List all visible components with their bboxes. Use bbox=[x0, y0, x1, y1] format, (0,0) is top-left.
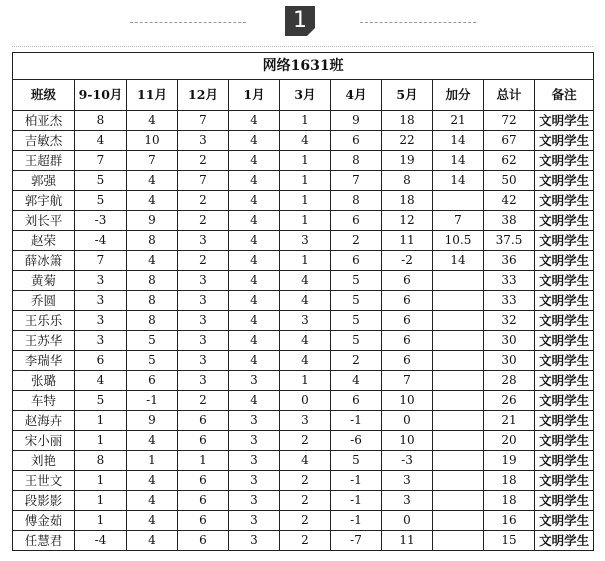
table-row bbox=[13, 311, 594, 331]
score-cell: 4 bbox=[229, 211, 280, 231]
bonus-cell bbox=[433, 331, 484, 351]
score-cell: 6 bbox=[178, 411, 229, 431]
remark-cell: 文明学生 bbox=[535, 411, 594, 431]
score-cell: 4 bbox=[229, 291, 280, 311]
remark-cell: 文明学生 bbox=[535, 211, 594, 231]
score-sheet bbox=[12, 52, 593, 551]
header-right-dashed-rule bbox=[360, 22, 476, 23]
bonus-cell bbox=[433, 391, 484, 411]
score-cell: 1 bbox=[178, 451, 229, 471]
remark-cell: 文明学生 bbox=[535, 331, 594, 351]
score-cell: 3 bbox=[229, 411, 280, 431]
header-left-dashed-rule bbox=[130, 22, 246, 23]
score-cell: 4 bbox=[280, 331, 331, 351]
remark-cell: 文明学生 bbox=[535, 431, 594, 451]
column-header-mar: 3月 bbox=[280, 80, 331, 111]
score-cell: 1 bbox=[75, 431, 127, 451]
table-row bbox=[13, 171, 594, 191]
score-cell: 12 bbox=[382, 211, 433, 231]
student-name-cell: 刘艳 bbox=[13, 451, 75, 471]
score-cell: 5 bbox=[127, 351, 178, 371]
score-cell: 4 bbox=[229, 171, 280, 191]
bonus-cell: 14 bbox=[433, 251, 484, 271]
score-cell: 10 bbox=[127, 131, 178, 151]
student-name-cell: 郭宇航 bbox=[13, 191, 75, 211]
score-cell: 3 bbox=[75, 311, 127, 331]
score-cell: 1 bbox=[127, 451, 178, 471]
remark-cell: 文明学生 bbox=[535, 271, 594, 291]
score-cell: 4 bbox=[229, 331, 280, 351]
remark-cell: 文明学生 bbox=[535, 251, 594, 271]
score-cell: 6 bbox=[178, 471, 229, 491]
total-cell: 26 bbox=[484, 391, 535, 411]
score-cell: -4 bbox=[75, 231, 127, 251]
score-cell: 2 bbox=[178, 151, 229, 171]
student-name-cell: 王乐乐 bbox=[13, 311, 75, 331]
score-cell: 1 bbox=[280, 151, 331, 171]
bonus-cell bbox=[433, 191, 484, 211]
score-cell: 4 bbox=[229, 391, 280, 411]
score-cell: 2 bbox=[280, 471, 331, 491]
table-row bbox=[13, 491, 594, 511]
score-cell: 4 bbox=[229, 111, 280, 131]
score-cell: 9 bbox=[331, 111, 382, 131]
bonus-cell bbox=[433, 271, 484, 291]
score-cell: 0 bbox=[382, 411, 433, 431]
score-cell: 2 bbox=[280, 491, 331, 511]
score-cell: 6 bbox=[382, 291, 433, 311]
table-row bbox=[13, 331, 594, 351]
remark-cell: 文明学生 bbox=[535, 151, 594, 171]
score-cell: 7 bbox=[178, 111, 229, 131]
score-cell: 5 bbox=[331, 331, 382, 351]
score-cell: 4 bbox=[331, 371, 382, 391]
score-cell: 8 bbox=[382, 171, 433, 191]
score-cell: 6 bbox=[331, 391, 382, 411]
score-cell: 10 bbox=[382, 391, 433, 411]
score-cell: 5 bbox=[331, 291, 382, 311]
score-cell: -4 bbox=[75, 531, 127, 551]
score-cell: 3 bbox=[178, 371, 229, 391]
table-row bbox=[13, 111, 594, 131]
score-cell: 4 bbox=[127, 251, 178, 271]
score-cell: 3 bbox=[75, 271, 127, 291]
total-cell: 16 bbox=[484, 511, 535, 531]
student-name-cell: 傅金茹 bbox=[13, 511, 75, 531]
page-header bbox=[0, 0, 605, 40]
score-cell: 1 bbox=[75, 491, 127, 511]
score-cell: 3 bbox=[280, 311, 331, 331]
score-cell: 4 bbox=[280, 271, 331, 291]
total-cell: 33 bbox=[484, 291, 535, 311]
score-cell: 4 bbox=[229, 251, 280, 271]
score-cell: 4 bbox=[229, 151, 280, 171]
student-name-cell: 吉敏杰 bbox=[13, 131, 75, 151]
bonus-cell bbox=[433, 531, 484, 551]
student-name-cell: 赵海卉 bbox=[13, 411, 75, 431]
total-cell: 36 bbox=[484, 251, 535, 271]
remark-cell: 文明学生 bbox=[535, 531, 594, 551]
score-cell: 5 bbox=[75, 191, 127, 211]
score-cell: 1 bbox=[280, 171, 331, 191]
student-name-cell: 张璐 bbox=[13, 371, 75, 391]
score-cell: 1 bbox=[280, 191, 331, 211]
score-cell: 18 bbox=[382, 191, 433, 211]
table-row bbox=[13, 251, 594, 271]
score-cell: 4 bbox=[280, 131, 331, 151]
remark-cell: 文明学生 bbox=[535, 511, 594, 531]
score-cell: 3 bbox=[229, 451, 280, 471]
score-cell: 2 bbox=[280, 431, 331, 451]
remark-cell: 文明学生 bbox=[535, 111, 594, 131]
score-cell: 22 bbox=[382, 131, 433, 151]
bonus-cell bbox=[433, 311, 484, 331]
student-name-cell: 王超群 bbox=[13, 151, 75, 171]
score-cell: 4 bbox=[229, 231, 280, 251]
table-row bbox=[13, 211, 594, 231]
score-cell: 7 bbox=[75, 151, 127, 171]
column-header-apr: 4月 bbox=[331, 80, 382, 111]
table-row bbox=[13, 231, 594, 251]
score-cell: 3 bbox=[178, 131, 229, 151]
score-cell: 11 bbox=[382, 531, 433, 551]
score-cell: 3 bbox=[229, 511, 280, 531]
student-name-cell: 车特 bbox=[13, 391, 75, 411]
total-cell: 32 bbox=[484, 311, 535, 331]
score-cell: 2 bbox=[331, 231, 382, 251]
total-cell: 42 bbox=[484, 191, 535, 211]
remark-cell: 文明学生 bbox=[535, 171, 594, 191]
score-cell: -1 bbox=[331, 511, 382, 531]
column-header-jan: 1月 bbox=[229, 80, 280, 111]
score-cell: 6 bbox=[382, 311, 433, 331]
score-cell: 4 bbox=[229, 271, 280, 291]
total-cell: 62 bbox=[484, 151, 535, 171]
score-cell: 4 bbox=[280, 291, 331, 311]
table-body bbox=[13, 111, 594, 551]
score-cell: 8 bbox=[75, 451, 127, 471]
student-name-cell: 郭强 bbox=[13, 171, 75, 191]
score-cell: 2 bbox=[280, 511, 331, 531]
score-cell: 11 bbox=[382, 231, 433, 251]
student-name-cell: 段影影 bbox=[13, 491, 75, 511]
score-cell: 4 bbox=[280, 351, 331, 371]
table-row bbox=[13, 351, 594, 371]
score-cell: 5 bbox=[331, 311, 382, 331]
total-cell: 67 bbox=[484, 131, 535, 151]
bonus-cell bbox=[433, 371, 484, 391]
score-cell: 1 bbox=[280, 111, 331, 131]
student-name-cell: 黄菊 bbox=[13, 271, 75, 291]
score-cell: 5 bbox=[331, 451, 382, 471]
column-header-class: 班级 bbox=[13, 80, 75, 111]
total-cell: 38 bbox=[484, 211, 535, 231]
total-cell: 19 bbox=[484, 451, 535, 471]
total-cell: 20 bbox=[484, 431, 535, 451]
score-cell: 4 bbox=[229, 311, 280, 331]
bonus-cell: 14 bbox=[433, 131, 484, 151]
score-cell: -7 bbox=[331, 531, 382, 551]
score-cell: 4 bbox=[127, 431, 178, 451]
table-row bbox=[13, 411, 594, 431]
score-cell: 4 bbox=[127, 511, 178, 531]
score-cell: 3 bbox=[178, 291, 229, 311]
remark-cell: 文明学生 bbox=[535, 311, 594, 331]
score-cell: 6 bbox=[178, 491, 229, 511]
student-name-cell: 柏亚杰 bbox=[13, 111, 75, 131]
score-cell: -6 bbox=[331, 431, 382, 451]
total-cell: 28 bbox=[484, 371, 535, 391]
table-row bbox=[13, 151, 594, 171]
table-header-row bbox=[13, 80, 594, 111]
score-cell: 6 bbox=[178, 511, 229, 531]
score-cell: 7 bbox=[382, 371, 433, 391]
score-cell: 4 bbox=[75, 131, 127, 151]
remark-cell: 文明学生 bbox=[535, 231, 594, 251]
total-cell: 30 bbox=[484, 331, 535, 351]
bonus-cell: 7 bbox=[433, 211, 484, 231]
total-cell: 18 bbox=[484, 491, 535, 511]
score-cell: 7 bbox=[127, 151, 178, 171]
score-cell: 4 bbox=[229, 351, 280, 371]
student-name-cell: 王苏华 bbox=[13, 331, 75, 351]
bonus-cell: 14 bbox=[433, 171, 484, 191]
score-cell: -2 bbox=[382, 251, 433, 271]
remark-cell: 文明学生 bbox=[535, 491, 594, 511]
table-row bbox=[13, 271, 594, 291]
table-row bbox=[13, 471, 594, 491]
column-header-nov: 11月 bbox=[127, 80, 178, 111]
bonus-cell bbox=[433, 511, 484, 531]
table-row bbox=[13, 371, 594, 391]
total-cell: 30 bbox=[484, 351, 535, 371]
total-cell: 33 bbox=[484, 271, 535, 291]
score-cell: 3 bbox=[229, 471, 280, 491]
score-cell: 4 bbox=[127, 171, 178, 191]
remark-cell: 文明学生 bbox=[535, 371, 594, 391]
score-cell: 3 bbox=[280, 411, 331, 431]
student-name-cell: 乔圆 bbox=[13, 291, 75, 311]
score-cell: 6 bbox=[382, 271, 433, 291]
score-cell: 3 bbox=[75, 331, 127, 351]
score-cell: -3 bbox=[75, 211, 127, 231]
score-table bbox=[12, 52, 594, 551]
student-name-cell: 宋小丽 bbox=[13, 431, 75, 451]
score-cell: 4 bbox=[229, 191, 280, 211]
score-cell: 19 bbox=[382, 151, 433, 171]
score-cell: 18 bbox=[382, 111, 433, 131]
score-cell: 6 bbox=[382, 331, 433, 351]
top-dotted-rule bbox=[12, 46, 593, 47]
total-cell: 37.5 bbox=[484, 231, 535, 251]
section-number-badge: 1 bbox=[285, 6, 315, 36]
score-cell: 1 bbox=[75, 511, 127, 531]
score-cell: 2 bbox=[280, 531, 331, 551]
score-cell: 1 bbox=[280, 371, 331, 391]
student-name-cell: 薛冰箫 bbox=[13, 251, 75, 271]
score-cell: 8 bbox=[127, 291, 178, 311]
bonus-cell: 10.5 bbox=[433, 231, 484, 251]
score-cell: 7 bbox=[75, 251, 127, 271]
score-cell: 8 bbox=[127, 311, 178, 331]
table-row bbox=[13, 291, 594, 311]
score-cell: 3 bbox=[178, 271, 229, 291]
remark-cell: 文明学生 bbox=[535, 131, 594, 151]
bonus-cell bbox=[433, 431, 484, 451]
table-title: 网络1631班 bbox=[13, 53, 594, 80]
score-cell: 3 bbox=[382, 491, 433, 511]
score-cell: 10 bbox=[382, 431, 433, 451]
total-cell: 21 bbox=[484, 411, 535, 431]
score-cell: 4 bbox=[127, 111, 178, 131]
score-cell: 5 bbox=[331, 271, 382, 291]
score-cell: 3 bbox=[178, 231, 229, 251]
score-cell: 5 bbox=[75, 171, 127, 191]
column-header-may: 5月 bbox=[382, 80, 433, 111]
score-cell: 3 bbox=[178, 311, 229, 331]
remark-cell: 文明学生 bbox=[535, 451, 594, 471]
score-cell: 3 bbox=[229, 531, 280, 551]
score-cell: 3 bbox=[229, 491, 280, 511]
score-cell: 8 bbox=[331, 191, 382, 211]
score-cell: 1 bbox=[280, 211, 331, 231]
score-cell: 1 bbox=[75, 411, 127, 431]
score-cell: 6 bbox=[178, 531, 229, 551]
bonus-cell bbox=[433, 491, 484, 511]
score-cell: 3 bbox=[178, 351, 229, 371]
column-header-remark: 备注 bbox=[535, 80, 594, 111]
total-cell: 72 bbox=[484, 111, 535, 131]
score-cell: 4 bbox=[127, 491, 178, 511]
student-name-cell: 李瑞华 bbox=[13, 351, 75, 371]
score-cell: 8 bbox=[127, 271, 178, 291]
score-cell: 2 bbox=[178, 191, 229, 211]
score-cell: 9 bbox=[127, 411, 178, 431]
score-cell: 4 bbox=[280, 451, 331, 471]
score-cell: 8 bbox=[75, 111, 127, 131]
table-row bbox=[13, 431, 594, 451]
table-row bbox=[13, 391, 594, 411]
score-cell: 7 bbox=[331, 171, 382, 191]
remark-cell: 文明学生 bbox=[535, 471, 594, 491]
score-cell: 3 bbox=[229, 371, 280, 391]
score-cell: 8 bbox=[127, 231, 178, 251]
score-cell: 0 bbox=[382, 511, 433, 531]
table-row bbox=[13, 511, 594, 531]
score-cell: 9 bbox=[127, 211, 178, 231]
score-cell: 6 bbox=[127, 371, 178, 391]
score-cell: 6 bbox=[178, 431, 229, 451]
table-row bbox=[13, 191, 594, 211]
score-cell: 6 bbox=[331, 251, 382, 271]
score-cell: 3 bbox=[75, 291, 127, 311]
column-header-total: 总计 bbox=[484, 80, 535, 111]
score-cell: -1 bbox=[331, 491, 382, 511]
bonus-cell: 14 bbox=[433, 151, 484, 171]
total-cell: 50 bbox=[484, 171, 535, 191]
bonus-cell bbox=[433, 411, 484, 431]
score-cell: 6 bbox=[331, 131, 382, 151]
score-cell: 1 bbox=[280, 251, 331, 271]
score-cell: 0 bbox=[280, 391, 331, 411]
score-cell: 4 bbox=[75, 371, 127, 391]
column-header-sep-oct: 9-10月 bbox=[75, 80, 127, 111]
score-cell: 5 bbox=[75, 391, 127, 411]
score-cell: 6 bbox=[382, 351, 433, 371]
score-cell: 2 bbox=[178, 211, 229, 231]
total-cell: 15 bbox=[484, 531, 535, 551]
score-cell: 2 bbox=[178, 391, 229, 411]
column-header-bonus: 加分 bbox=[433, 80, 484, 111]
remark-cell: 文明学生 bbox=[535, 391, 594, 411]
table-row bbox=[13, 451, 594, 471]
bonus-cell: 21 bbox=[433, 111, 484, 131]
bonus-cell bbox=[433, 471, 484, 491]
student-name-cell: 赵荣 bbox=[13, 231, 75, 251]
score-cell: -1 bbox=[127, 391, 178, 411]
column-header-dec: 12月 bbox=[178, 80, 229, 111]
score-cell: 4 bbox=[127, 531, 178, 551]
score-cell: 3 bbox=[178, 331, 229, 351]
score-cell: 4 bbox=[229, 131, 280, 151]
score-cell: 2 bbox=[178, 251, 229, 271]
score-cell: 2 bbox=[331, 351, 382, 371]
score-cell: -3 bbox=[382, 451, 433, 471]
score-cell: 5 bbox=[127, 331, 178, 351]
score-cell: 4 bbox=[127, 471, 178, 491]
remark-cell: 文明学生 bbox=[535, 191, 594, 211]
bonus-cell bbox=[433, 291, 484, 311]
score-cell: 3 bbox=[382, 471, 433, 491]
score-cell: 6 bbox=[75, 351, 127, 371]
score-cell: -1 bbox=[331, 411, 382, 431]
student-name-cell: 王世文 bbox=[13, 471, 75, 491]
bonus-cell bbox=[433, 451, 484, 471]
score-cell: 6 bbox=[331, 211, 382, 231]
score-cell: 1 bbox=[75, 471, 127, 491]
remark-cell: 文明学生 bbox=[535, 291, 594, 311]
table-row bbox=[13, 131, 594, 151]
remark-cell: 文明学生 bbox=[535, 351, 594, 371]
score-cell: 4 bbox=[127, 191, 178, 211]
student-name-cell: 任慧君 bbox=[13, 531, 75, 551]
total-cell: 18 bbox=[484, 471, 535, 491]
score-cell: 7 bbox=[178, 171, 229, 191]
score-cell: -1 bbox=[331, 471, 382, 491]
score-cell: 3 bbox=[229, 431, 280, 451]
student-name-cell: 刘长平 bbox=[13, 211, 75, 231]
table-row bbox=[13, 531, 594, 551]
score-cell: 3 bbox=[280, 231, 331, 251]
bonus-cell bbox=[433, 351, 484, 371]
score-cell: 8 bbox=[331, 151, 382, 171]
